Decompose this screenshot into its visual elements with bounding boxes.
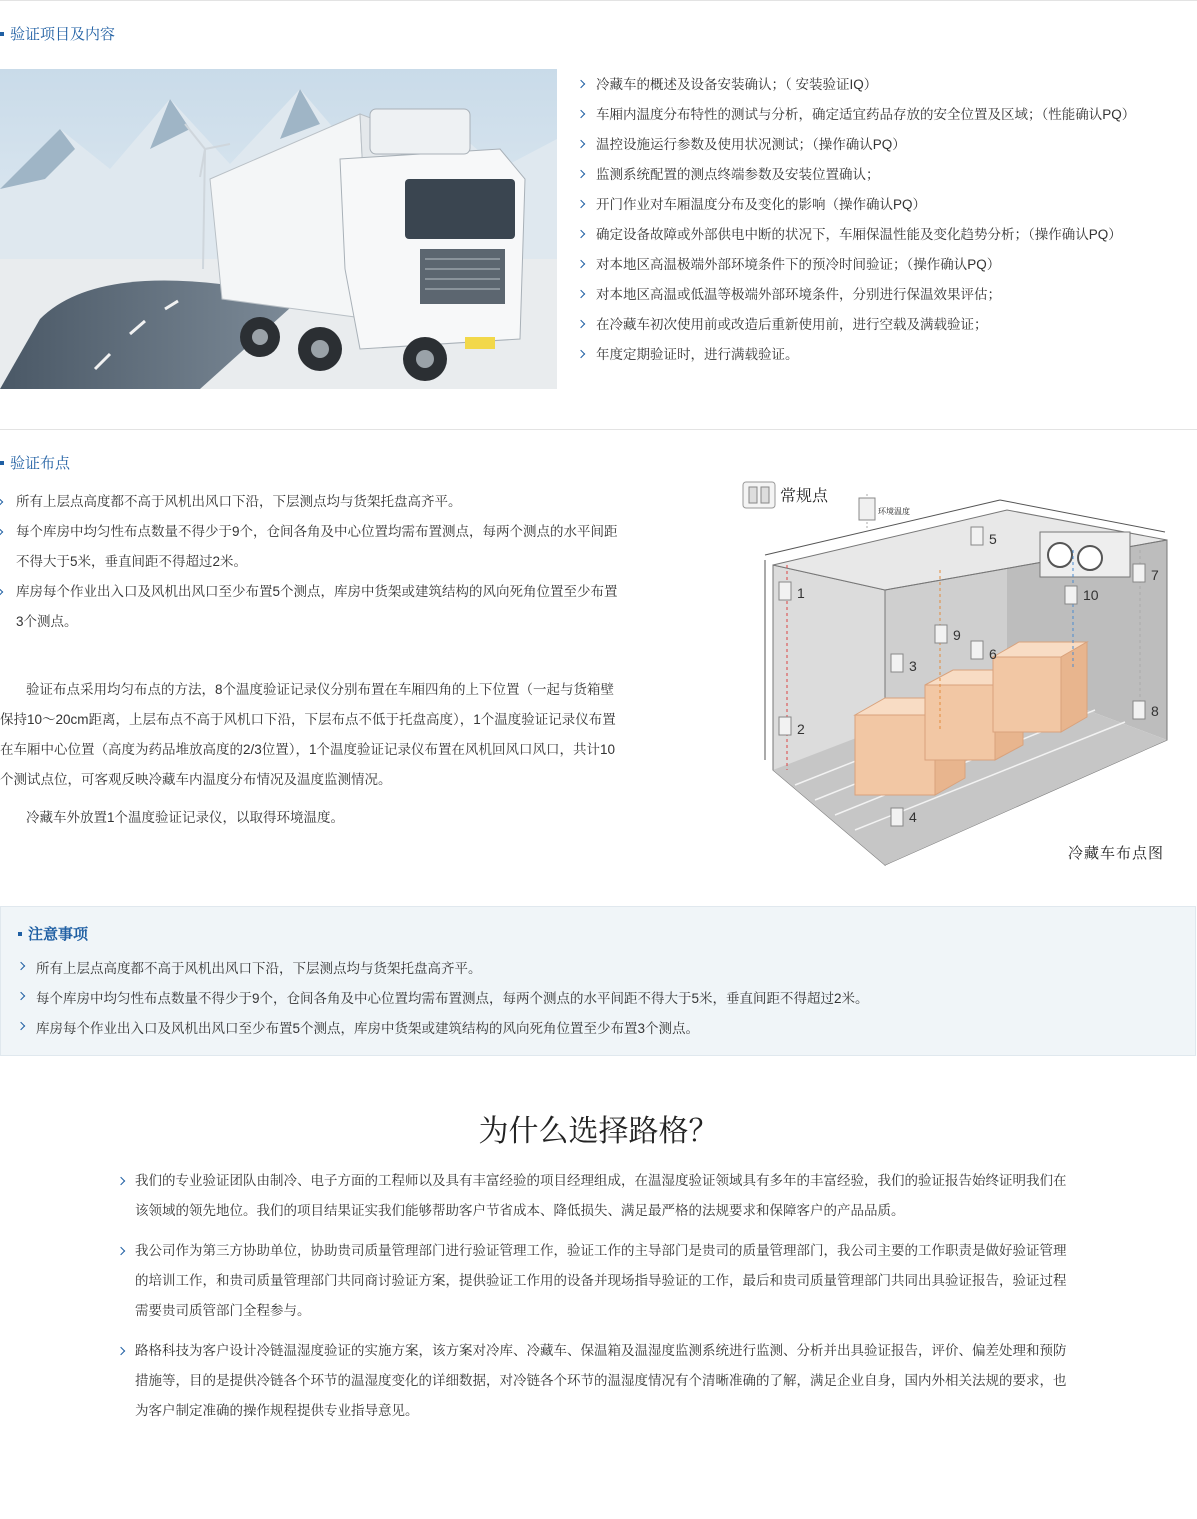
chevron-right-icon — [577, 230, 585, 238]
chevron-right-icon — [577, 260, 585, 268]
sensor-point-label: 5 — [989, 531, 997, 547]
chevron-right-icon — [17, 992, 25, 1000]
chevron-right-icon — [0, 528, 3, 536]
chevron-right-icon — [577, 170, 585, 178]
list-item: 开门作业对车厢温度分布及变化的影响（操作确认PQ） — [578, 190, 1135, 220]
section-title-verification-items — [0, 23, 115, 44]
list-item: 库房每个作业出入口及风机出风口至少布置5个测点，库房中货架或建筑结构的风向死角位置至少布置3个测点。 — [18, 1012, 869, 1042]
chevron-right-icon — [0, 498, 3, 506]
chevron-right-icon — [117, 1177, 125, 1185]
chevron-right-icon — [577, 320, 585, 328]
chevron-right-icon — [117, 1247, 125, 1255]
layout-description-paragraph: 验证布点采用均匀布点的方法，8个温度验证记录仪分别布置在车厢四角的上下位置（一起与货箱壁保持10～20cm距离，上层布点不高于风机口下沿，下层布点不低于托盘高度），1个温度验证记录仪布置在车厢中心位置（高度为药品堆放高度的2/3位置），1个温度验证记录仪布置在风机回风口风口，共计10个测试点位，可客观反映冷藏车内温度分布情况及温度监测情况。 — [0, 682, 616, 787]
list-item: 对本地区高温或低温等极端外部环境条件，分别进行保温效果评估； — [578, 280, 1135, 310]
sensor-point-label: 3 — [909, 658, 917, 674]
top-border — [0, 0, 1197, 1]
section-title-text: 验证布点 — [10, 455, 71, 472]
list-item: 冷藏车的概述及设备安装确认；（ 安装验证IQ） — [578, 70, 1135, 100]
sensor-point-label: 7 — [1151, 567, 1159, 583]
list-item: 每个库房中均匀性布点数量不得少于9个，仓间各角及中心位置均需布置测点，每两个测点的水平间距不得大于5米，垂直间距不得超过2米。 — [18, 982, 869, 1012]
chevron-right-icon — [577, 350, 585, 358]
sensor-point-label: 1 — [797, 585, 805, 601]
list-item: 确定设备故障或外部供电中断的状况下，车厢保温性能及变化趋势分析；（操作确认PQ） — [578, 220, 1135, 250]
chevron-right-icon — [117, 1347, 125, 1355]
chevron-right-icon — [577, 140, 585, 148]
list-item: 温控设施运行参数及使用状况测试；（操作确认PQ） — [578, 130, 1135, 160]
list-item: 所有上层点高度都不高于风机出风口下沿，下层测点均与货架托盘高齐平。 — [18, 952, 869, 982]
sensor-point-label: 6 — [989, 646, 997, 662]
list-item: 对本地区高温极端外部环境条件下的预冷时间验证；（操作确认PQ） — [578, 250, 1135, 280]
list-item: 所有上层点高度都不高于风机出风口下沿，下层测点均与货架托盘高齐平。 — [0, 487, 620, 517]
diagram-caption: 冷藏车布点图 — [1068, 845, 1165, 862]
list-item: 路格科技为客户设计冷链温湿度验证的实施方案，该方案对冷库、冷藏车、保温箱及温湿度监测系统进行监测、分析并出具验证报告，评价、偏差处理和预防措施等，目的是提供冷链各个环节的温湿度变化的详细数据，对冷链各个环节的温湿度情况有个清晰准确的了解，满足企业自身，国内外相关法规的要求，也为客户制定准确的操作规程提供专业指导意见。 — [118, 1336, 1078, 1426]
env-temperature-label: 环境温度 — [878, 507, 910, 516]
sensor-point-label: 10 — [1083, 587, 1099, 603]
list-item: 我们的专业验证团队由制冷、电子方面的工程师以及具有丰富经验的项目经理组成，在温湿度验证领域具有多年的丰富经验，我们的验证报告始终证明我们在该领域的领先地位。我们的项目结果证实我们能够帮助客户节省成本、降低损失、满足最严格的法规要求和保障客户的产品品质。 — [118, 1166, 1078, 1226]
list-item: 车厢内温度分布特性的测试与分析，确定适宜药品存放的安全位置及区域；（性能确认PQ） — [578, 100, 1135, 130]
list-item: 在冷藏车初次使用前或改造后重新使用前，进行空载及满载验证； — [578, 310, 1135, 340]
layout-points-list — [0, 487, 620, 637]
sensor-point-label: 4 — [909, 809, 917, 825]
list-item: 库房每个作业出入口及风机出风口至少布置5个测点，库房中货架或建筑结构的风向死角位置至少布置3个测点。 — [0, 577, 620, 637]
chevron-right-icon — [17, 962, 25, 970]
list-item: 监测系统配置的测点终端参数及安装位置确认； — [578, 160, 1135, 190]
sensor-point-label: 9 — [953, 627, 961, 643]
environment-logger-paragraph: 冷藏车外放置1个温度验证记录仪，以取得环境温度。 — [26, 810, 345, 825]
verification-items-list — [578, 70, 1135, 370]
why-choose-title: 为什么选择路格？ — [478, 1115, 719, 1148]
section-title-text: 验证项目及内容 — [10, 26, 116, 43]
notice-title: 注意事项 — [18, 923, 88, 944]
why-choose-list — [118, 1166, 1078, 1436]
square-bullet-icon — [0, 32, 4, 36]
notice-box — [0, 906, 1196, 1056]
list-item: 年度定期验证时，进行满载验证。 — [578, 340, 1135, 370]
sensor-point-label: 2 — [797, 721, 805, 737]
chevron-right-icon — [577, 290, 585, 298]
section-divider — [0, 429, 1197, 430]
legend-label: 常规点 — [780, 488, 829, 505]
truck-layout-diagram — [735, 470, 1190, 875]
chevron-right-icon — [17, 1022, 25, 1030]
chevron-right-icon — [577, 80, 585, 88]
chevron-right-icon — [577, 200, 585, 208]
notice-list — [18, 952, 869, 1042]
square-bullet-icon — [18, 932, 22, 936]
square-bullet-icon — [0, 461, 4, 465]
refrigerated-truck-image — [0, 69, 557, 389]
list-item: 每个库房中均匀性布点数量不得少于9个，仓间各角及中心位置均需布置测点，每两个测点的水平间距不得大于5米，垂直间距不得超过2米。 — [0, 517, 620, 577]
section-title-layout-points — [0, 452, 70, 473]
sensor-point-label: 8 — [1151, 703, 1159, 719]
list-item: 我公司作为第三方协助单位，协助贵司质量管理部门进行验证管理工作，验证工作的主导部门是贵司的质量管理部门，我公司主要的工作职责是做好验证管理的培训工作，和贵司质量管理部门共同商讨验证方案，提供验证工作用的设备并现场指导验证的工作，最后和贵司质量管理部门共同出具验证报告，验证过程需要贵司质管部门全程参与。 — [118, 1236, 1078, 1326]
chevron-right-icon — [0, 588, 3, 596]
chevron-right-icon — [577, 110, 585, 118]
